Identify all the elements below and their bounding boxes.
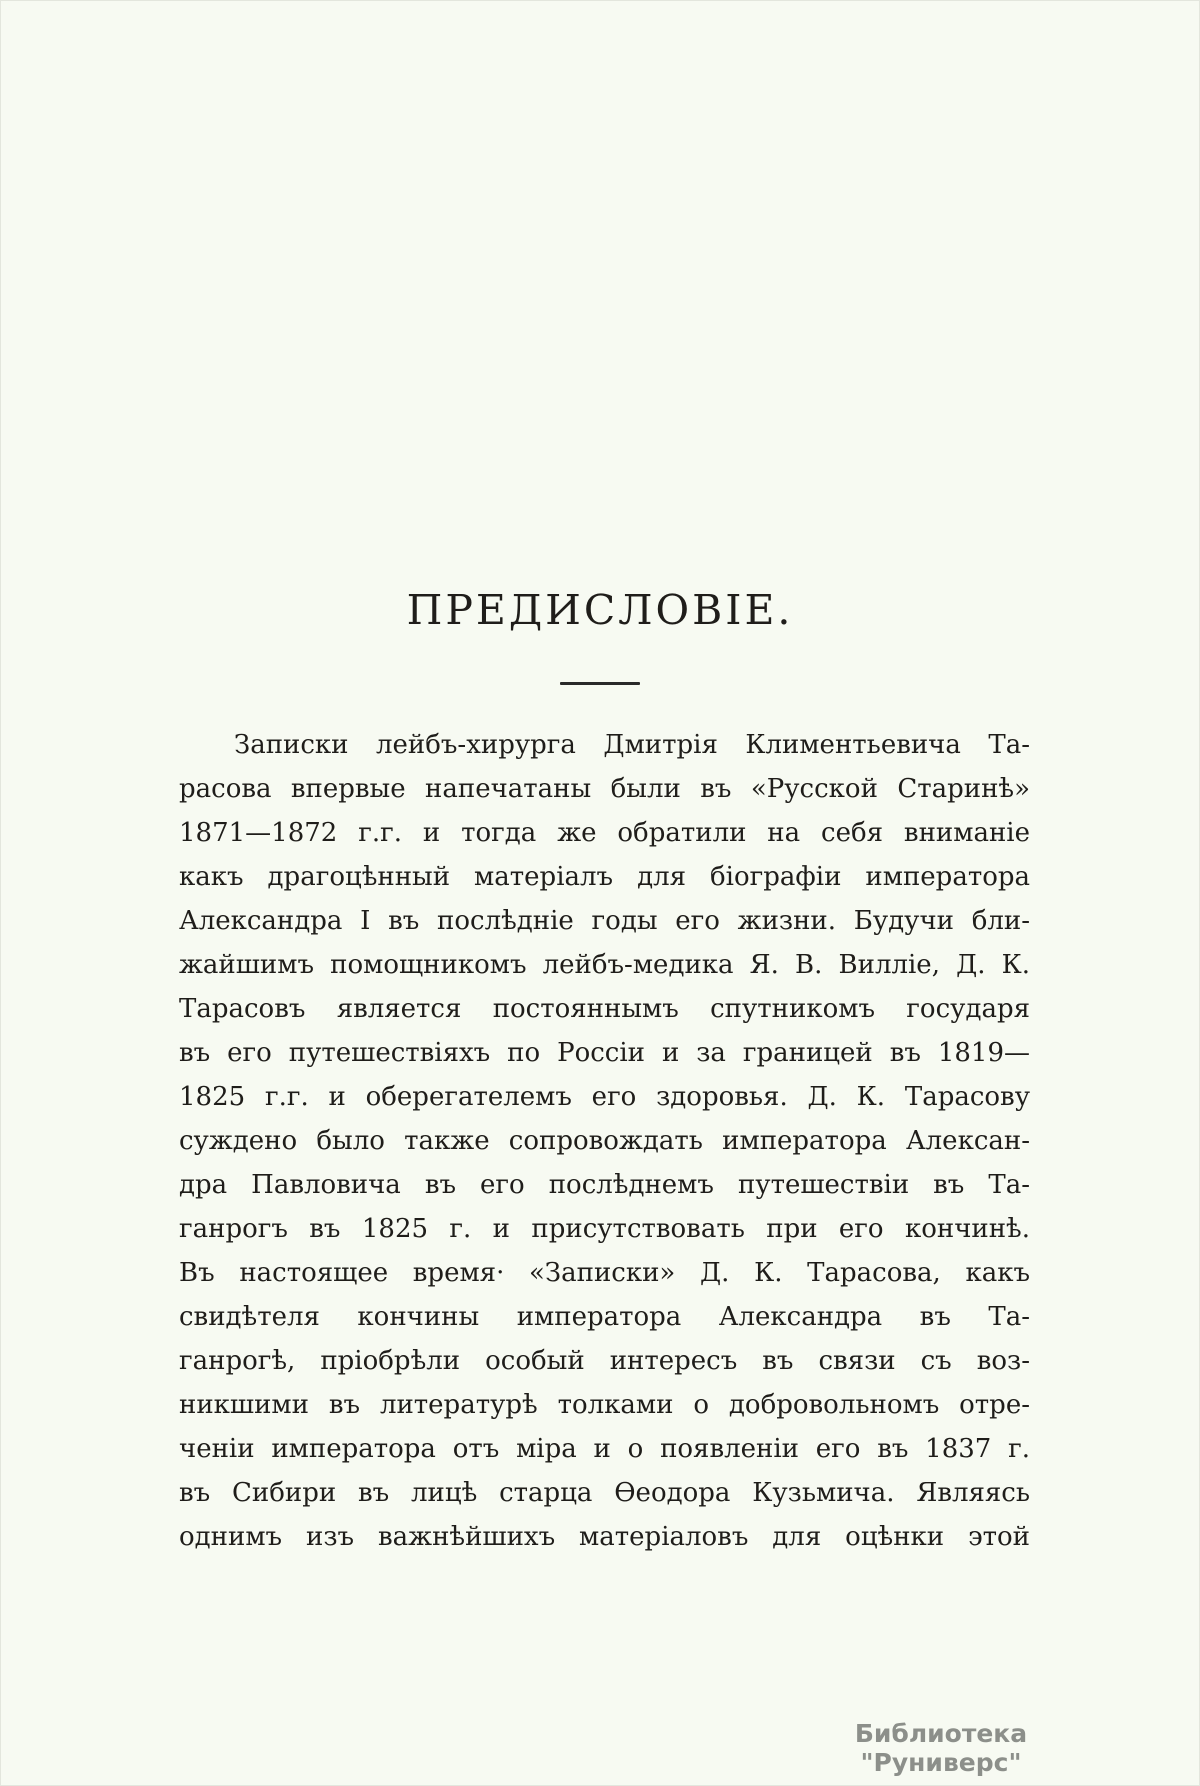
preface-paragraph (179, 723, 1030, 1559)
text-line: 1871—1872 г.г. и тогда же обратили на себя вниманіе (179, 818, 1030, 848)
text-line: никшими въ литературѣ толками о добровольномъ отре- (179, 1390, 1030, 1420)
text-line: дра Павловича въ его послѣднемъ путешествіи въ Та- (179, 1170, 1030, 1200)
text-line: ганрогъ въ 1825 г. и присутствовать при его кончинѣ. (179, 1214, 1030, 1244)
text-line: Въ настоящее время· «Записки» Д. К. Тарасова, какъ (179, 1258, 1030, 1288)
text-line: Александра I въ послѣдніе годы его жизни. Будучи бли- (179, 906, 1030, 936)
library-watermark: Библиотека "Руниверс" (854, 1719, 1028, 1777)
text-line: суждено было также сопровождать императора Алексан- (179, 1126, 1030, 1156)
text-line: 1825 г.г. и оберегателемъ его здоровья. Д. К. Тарасову (179, 1082, 1030, 1112)
text-line: расова впервые напечатаны были въ «Русской Старинѣ» (179, 774, 1030, 804)
text-line: ганрогѣ, пріобрѣли особый интересъ въ связи съ воз- (179, 1346, 1030, 1376)
text-line: ченіи императора отъ міра и о появленіи его въ 1837 г. (179, 1434, 1030, 1464)
text-line: въ Сибири въ лицѣ старца Ѳеодора Кузьмича. Являясь (179, 1478, 1030, 1508)
text-line: свидѣтеля кончины императора Александра въ Та- (179, 1302, 1030, 1332)
page-title: ПРЕДИСЛОВІЕ. (406, 586, 794, 634)
text-line: въ его путешествіяхъ по Россіи и за границей въ 1819— (179, 1038, 1030, 1068)
text-line: однимъ изъ важнѣйшихъ матеріаловъ для оцѣнки этой (179, 1522, 1030, 1552)
title-divider-rule (560, 682, 640, 685)
text-line: какъ драгоцѣнный матеріалъ для біографіи императора (179, 862, 1030, 892)
text-line: Записки лейбъ-хирурга Дмитрія Климентьевича Та- (234, 730, 1030, 760)
text-line: жайшимъ помощникомъ лейбъ-медика Я. В. Вилліе, Д. К. (179, 950, 1030, 980)
text-line: Тарасовъ является постояннымъ спутникомъ государя (179, 994, 1030, 1024)
